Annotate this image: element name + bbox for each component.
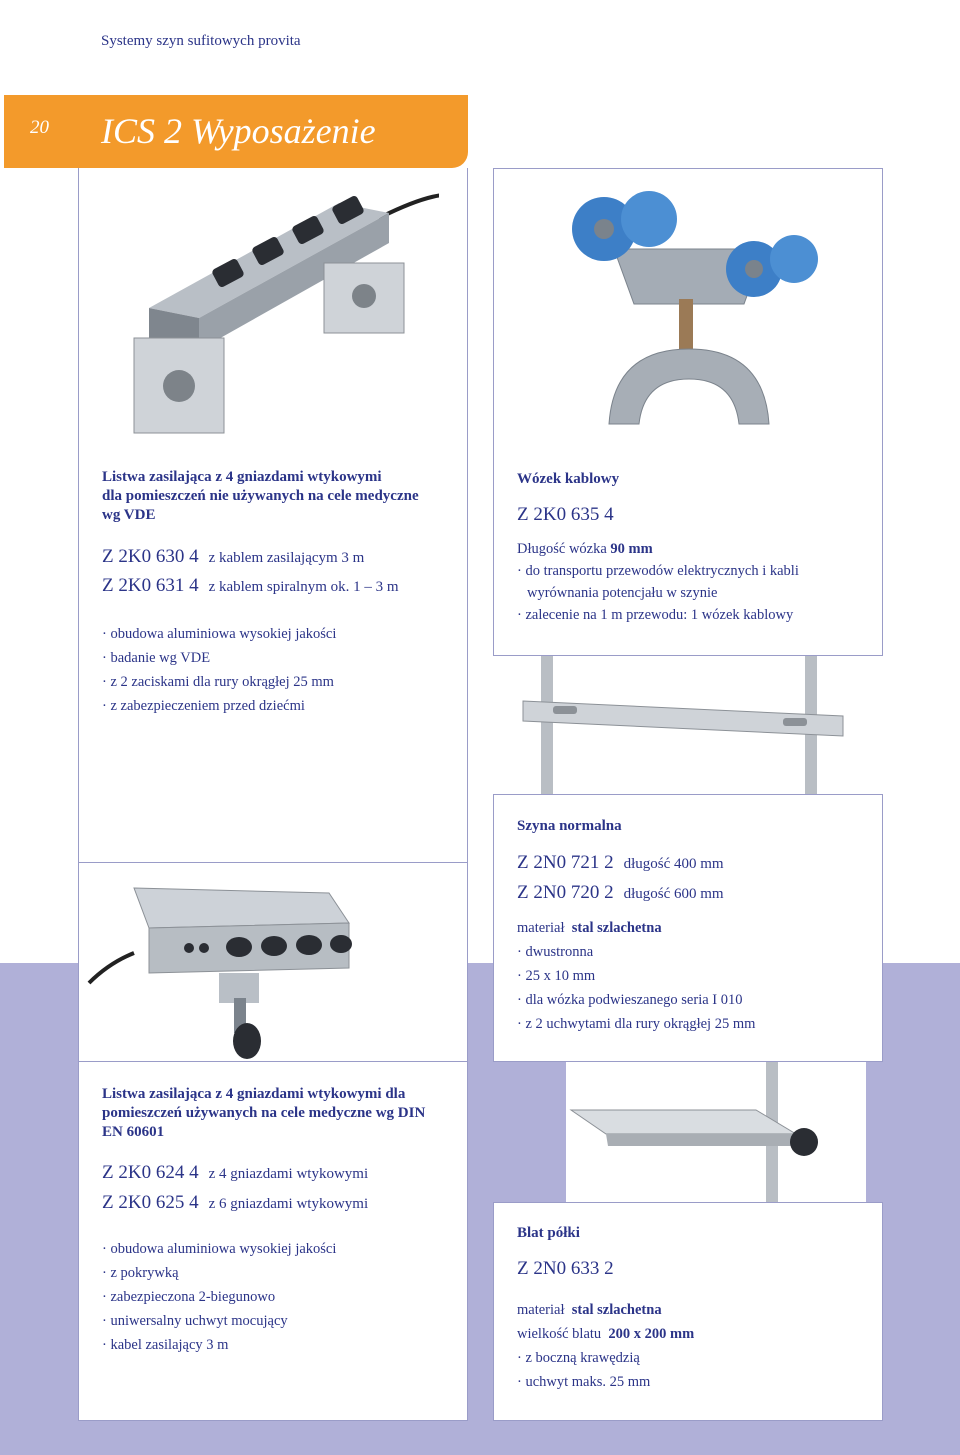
header-caption: Systemy szyn sufitowych provita — [101, 33, 301, 49]
power-strip-nonmedical-photo — [119, 168, 439, 438]
product-code: Z 2K0 625 4 — [102, 1192, 199, 1213]
feature-item: · 25 x 10 mm — [517, 964, 755, 988]
rail-normal-details — [517, 916, 755, 1036]
feature-item: · z pokrywką — [102, 1261, 336, 1285]
product-code-line — [517, 882, 724, 904]
product-code-desc: długość 600 mm — [623, 886, 724, 902]
material-line: materiał stal szlachetna — [517, 1302, 662, 1318]
power-strip-medical-photo — [78, 863, 468, 1061]
feature-item: · obudowa aluminiowa wysokiej jakości — [102, 622, 336, 646]
feature-item: · badanie wg VDE — [102, 646, 336, 670]
product-code-desc: długość 400 mm — [623, 856, 724, 872]
size-line: wielkość blatu 200 x 200 mm — [517, 1326, 695, 1342]
product-code: Z 2N0 721 2 — [517, 852, 614, 873]
product-code-line — [102, 1192, 368, 1214]
power-strip-medical-heading: Listwa zasilająca z 4 gniazdami wtykowymi dla pomieszczeń używanych na cele medyczne wg DIN EN 60601 — [102, 1086, 426, 1140]
product-code-line — [517, 852, 724, 874]
feature-item: · zalecenie na 1 m przewodu: 1 wózek kablowy — [517, 604, 799, 626]
product-code: Z 2K0 624 4 — [102, 1162, 199, 1183]
feature-item: · obudowa aluminiowa wysokiej jakości — [102, 1237, 336, 1261]
cable-trolley-photo — [554, 189, 824, 429]
rail-photo — [493, 656, 883, 794]
feature-item: · kabel zasilający 3 m — [102, 1333, 336, 1357]
power-strip-medical-features — [102, 1237, 336, 1357]
power-strip-nonmedical-heading: Listwa zasilająca z 4 gniazdami wtykowymi dla pomieszczeń nie używanych na cele medyczne wg VDE — [102, 469, 419, 523]
shelf-top-details — [517, 1298, 694, 1394]
product-code: Z 2N0 720 2 — [517, 882, 614, 903]
panel-power-strip-medical — [78, 1061, 468, 1421]
feature-item: · do transportu przewodów elektrycznych i kabli — [517, 560, 799, 582]
feature-item: · z zabezpieczeniem przed dziećmi — [102, 694, 336, 718]
feature-item: · z 2 zaciskami dla rury okrągłej 25 mm — [102, 670, 336, 694]
product-code-desc: z 4 gniazdami wtykowymi — [208, 1166, 369, 1182]
product-code: Z 2K0 635 4 — [517, 504, 614, 525]
product-code-line — [102, 546, 364, 568]
product-code-line — [102, 575, 399, 597]
panel-cable-trolley — [493, 168, 883, 656]
trolley-length-line: Długość wózka 90 mm — [517, 541, 653, 557]
cable-trolley-heading: Wózek kablowy — [517, 471, 620, 487]
product-code: Z 2K0 631 4 — [102, 575, 199, 596]
product-code-desc: z 6 gniazdami wtykowymi — [208, 1196, 369, 1212]
feature-item: · dla wózka podwieszanego seria I 010 — [517, 988, 755, 1012]
panel-shelf-top — [493, 1202, 883, 1421]
title-bar — [4, 95, 468, 168]
page-number: 20 — [30, 117, 49, 138]
material-line: materiał stal szlachetna — [517, 920, 662, 936]
product-code: Z 2K0 630 4 — [102, 546, 199, 567]
shelf-top-heading: Blat półki — [517, 1225, 580, 1241]
product-code-desc: z kablem spiralnym ok. 1 – 3 m — [208, 579, 399, 595]
feature-item: · dwustronna — [517, 940, 755, 964]
feature-item: · uchwyt maks. 25 mm — [517, 1370, 694, 1394]
feature-item-continued: wyrównania potencjału w szynie — [527, 585, 718, 601]
feature-item: · z 2 uchwytami dla rury okrągłej 25 mm — [517, 1012, 755, 1036]
feature-item: · zabezpieczona 2-biegunowo — [102, 1285, 336, 1309]
rail-normal-heading: Szyna normalna — [517, 818, 622, 834]
panel-rail-normal — [493, 794, 883, 1062]
shelf-top-photo — [566, 1062, 866, 1202]
power-strip-nonmedical-features — [102, 622, 336, 718]
product-code: Z 2N0 633 2 — [517, 1258, 614, 1279]
product-code-line — [102, 1162, 368, 1184]
feature-item: · z boczną krawędzią — [517, 1346, 694, 1370]
page-title: ICS 2 Wyposażenie — [101, 111, 376, 151]
panel-power-strip-nonmedical — [78, 168, 468, 863]
feature-item: · uniwersalny uchwyt mocujący — [102, 1309, 336, 1333]
product-code-desc: z kablem zasilającym 3 m — [208, 550, 365, 566]
cable-trolley-details — [517, 538, 799, 626]
